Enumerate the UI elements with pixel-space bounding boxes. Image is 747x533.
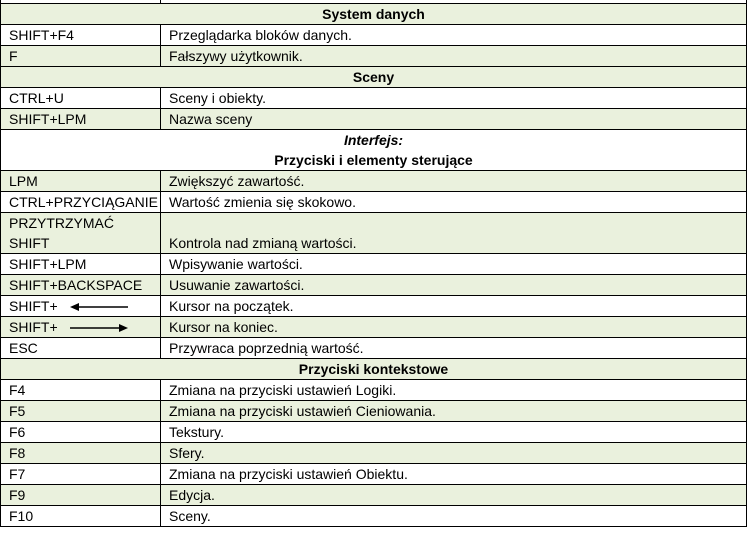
shortcut-key-line: SHIFT: [9, 235, 50, 251]
table-row: [1, 171, 747, 192]
shortcut-description: Sceny i obiekty.: [161, 88, 747, 109]
shortcut-key: CTRL+U: [1, 88, 161, 109]
table-row: [1, 443, 747, 464]
shortcut-description: Przywraca poprzednią wartość.: [161, 338, 747, 359]
shortcut-description: Zwiększyć zawartość.: [161, 171, 747, 192]
table-row: [1, 275, 747, 296]
section-header-interface: [1, 130, 747, 151]
shortcut-key: [1, 317, 161, 338]
shortcut-description: Wartość zmienia się skokowo.: [161, 192, 747, 213]
table-row: [1, 380, 747, 401]
shortcut-description: Edycja.: [161, 485, 747, 506]
table-row: [1, 109, 747, 130]
table-row: [1, 25, 747, 46]
table-row: [1, 46, 747, 67]
table-row: [1, 317, 747, 338]
shortcut-key: F6: [1, 422, 161, 443]
table-row: [1, 506, 747, 527]
shortcut-key: SHIFT+BACKSPACE: [1, 275, 161, 296]
section-header-system: [1, 4, 747, 25]
shortcut-description: Wpisywanie wartości.: [161, 254, 747, 275]
shortcut-description: Zmiana na przyciski ustawień Obiektu.: [161, 464, 747, 485]
shortcut-key: SHIFT+F4: [1, 25, 161, 46]
shortcut-description: Sceny.: [161, 506, 747, 527]
shortcut-description: Tekstury.: [161, 422, 747, 443]
shortcut-key: SHIFT+LPM: [1, 109, 161, 130]
shortcut-key-text: SHIFT+: [9, 319, 58, 335]
shortcut-key: LPM: [1, 171, 161, 192]
table-row: [1, 254, 747, 275]
section-title: Interfejs:: [1, 130, 747, 151]
shortcut-key: ESC: [1, 338, 161, 359]
shortcut-description: Kontrola nad zmianą wartości.: [161, 213, 747, 254]
section-title: Przyciski kontekstowe: [1, 359, 747, 380]
shortcut-description: Kursor na początek.: [161, 296, 747, 317]
shortcut-key: F5: [1, 401, 161, 422]
table-row: [1, 464, 747, 485]
section-subtitle: Przyciski i elementy sterujące: [1, 150, 747, 171]
section-title: Sceny: [1, 67, 747, 88]
shortcut-description: Przeglądarka bloków danych.: [161, 25, 747, 46]
section-header-context: [1, 359, 747, 380]
section-title: System danych: [1, 4, 747, 25]
shortcut-description: Zmiana na przyciski ustawień Cieniowania.: [161, 401, 747, 422]
shortcut-description: Usuwanie zawartości.: [161, 275, 747, 296]
shortcut-key: F4: [1, 380, 161, 401]
section-header-scenes: [1, 67, 747, 88]
shortcut-description: Kursor na koniec.: [161, 317, 747, 338]
shortcut-description: Fałszywy użytkownik.: [161, 46, 747, 67]
table-row: [1, 213, 747, 254]
shortcut-description: Sfery.: [161, 443, 747, 464]
shortcut-key-line: PRZYTRZYMAĆ: [9, 215, 114, 231]
shortcut-key: [1, 296, 161, 317]
shortcut-key: [1, 213, 161, 254]
shortcut-key: F7: [1, 464, 161, 485]
shortcut-description: Zmiana na przyciski ustawień Logiki.: [161, 380, 747, 401]
table-row: [1, 401, 747, 422]
shortcut-key: SHIFT+LPM: [1, 254, 161, 275]
table-row: [1, 192, 747, 213]
left-arrow-icon: [70, 302, 128, 312]
table-row: [1, 485, 747, 506]
shortcut-key-text: SHIFT+: [9, 298, 58, 314]
shortcut-key: F9: [1, 485, 161, 506]
right-arrow-icon: [70, 323, 128, 333]
shortcut-key: CTRL+PRZYCIĄGANIE: [1, 192, 161, 213]
table-row: [1, 296, 747, 317]
shortcut-key: F8: [1, 443, 161, 464]
shortcut-key: F: [1, 46, 161, 67]
table-row: [1, 338, 747, 359]
shortcut-key: F10: [1, 506, 161, 527]
section-subheader-controls: [1, 150, 747, 171]
table-row: [1, 88, 747, 109]
shortcut-description: Nazwa sceny: [161, 109, 747, 130]
table-row: [1, 422, 747, 443]
